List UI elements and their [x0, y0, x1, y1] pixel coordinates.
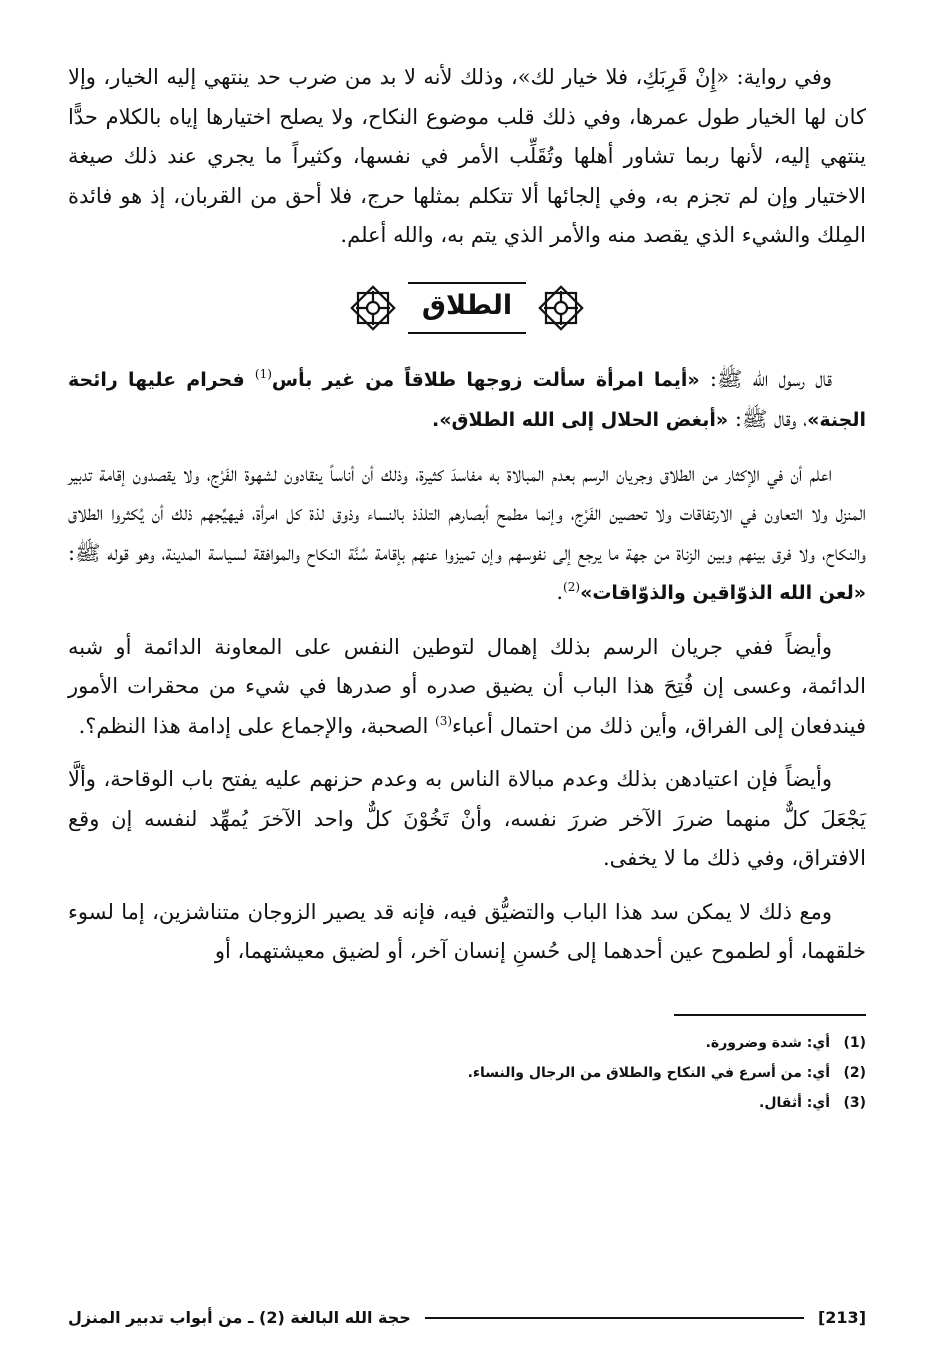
footnotes [68, 1028, 866, 1118]
footnote-ref-1: (1) [254, 366, 272, 381]
paragraph-3-text: وأيضاً ففي جريان الرسم بذلك إهمال لتوطين النفس على المعاونة الدائمة أو شبه الدائمة، وعسى إن فُتِحَ هذا الباب أن يضيق صدره أو صدرها في شيء من محقرات الأمور فيندفعان إلى الفراق، وأين ذلك من احتمال أعباء [68, 634, 866, 738]
hadith-quote-1-end: فحرام عليها رائحة الجنة» [68, 368, 866, 431]
page [68, 58, 866, 1363]
footnote-text: أي: شدة وضرورة. [705, 1034, 830, 1051]
paragraph-5: ومع ذلك لا يمكن سد هذا الباب والتضيُّق فيه، فإنه قد يصير الزوجان متناشزين، إما لسوء خلقهما، أو لطموح عين أحدهما إلى حُسنِ إنسان آخر، أو لضيق معيشتهما، أو [68, 899, 866, 963]
paragraph-3 [68, 628, 866, 747]
footnote [68, 1058, 866, 1088]
hadith-quote-1: «أيما امرأة سألت زوجها طلاقاً من غير بأس [271, 368, 700, 391]
footnote-text: أي: أثقال. [759, 1094, 830, 1111]
footnote-number: (2) [843, 1064, 866, 1081]
paragraph-2-quote: «لعن الله الذوّاقين والذوّاقات» [580, 582, 866, 604]
hadith-paragraph [68, 360, 866, 441]
octagram-rosette-icon [536, 283, 586, 333]
footnote [68, 1088, 866, 1118]
paragraph-2 [68, 455, 866, 614]
paragraph-2-text: اعلم أن في الإكثار من الطلاق وجريان الرسم بعدم المبالاة به مفاسدَ كثيرة، وذلك أن أناساً ينقادون لشهوة الفَرْج، ولا يقصدون إقامة تدبير المنزل ولا التعاون في الارتفاقات ولا تحصين الفَرْج، وإنما مطمح أبصارهم التلذذ بالنساء وذوق لذة كل امرأة، فيهيِّجهم ذلك أن يُكثروا الطلاق والنكاح، ولا فرق بينهم وبين الزناة من جهة ما يرجع إلى نفوسهم وإن تميزوا عنهم بإقامة سُنَّة النكاح والموافقة لسياسة المدينة، وهو قوله ﷺ: [68, 461, 866, 565]
intro-paragraph: وفي رواية: «إِنْ قَرِبَكِ، فلا خيار لك»، وذلك لأنه لا بد من ضرب حد ينتهي إليه الخيار، وإلا كان لها الخيار طول عمرها، وفي ذلك قلب موضوع النكاح، ولا يصلح اختيارها إياه بالكلام حدًّا ينتهي إليه، لأنها ربما تشاور أهلها وتُقَلِّب الأمر في نفسها، وكثيراً ما يجري عند ذلك صيغة الاختيار وإن لم تجزم به، وفي إلجائها ألا تتكلم بمثلها حرج، فلا أحق من القربان، إذ هو فائدة المِلك والشيء الذي يقصد منه والأمر الذي يتم به، والله أعلم. [68, 65, 866, 247]
hadith-mid: ، وقال ﷺ: [728, 407, 808, 431]
section-heading [68, 278, 866, 338]
footnote-ref-2: (2) [563, 580, 581, 594]
footnote-number: (1) [843, 1034, 866, 1051]
footnote-text: أي: من أسرع في النكاح والطلاق من الرجال والنساء. [467, 1064, 830, 1081]
paragraph-2-end: . [556, 580, 564, 604]
page-footer [68, 1308, 866, 1327]
section-title: الطلاق [408, 282, 526, 334]
hadith-lead: قال رسول الله ﷺ: [699, 366, 833, 391]
book-title: حجة الله البالغة (2) ـ من أبواب تدبير المنزل [68, 1308, 411, 1327]
paragraph-4: وأيضاً فإن اعتيادهن بذلك وعدم مبالاة الناس به وعدم حزنهم عليه يفتح باب الوقاحة، وألَّا يَجْعَلَ كلٌّ منهما ضررَ الآخر ضررَ نفسه، وأنْ تَخُوْنَ كلٌّ واحد الآخرَ يُمهِّد لنفسه إن وقع الافتراق، وفي ذلك ما لا يخفى. [68, 767, 866, 870]
footnotes-divider [674, 1014, 866, 1016]
page-number: [213] [817, 1308, 866, 1327]
footer-rule [425, 1317, 804, 1319]
hadith-quote-2: «أبغض الحلال إلى الله الطلاق». [432, 409, 729, 431]
octagram-rosette-icon [348, 283, 398, 333]
footnote-ref-3: (3) [435, 713, 453, 728]
paragraph-3-end: الصحبة، والإجماع على إدامة هذا النظم؟. [78, 713, 436, 738]
footnote [68, 1028, 866, 1058]
footnote-number: (3) [843, 1094, 866, 1111]
